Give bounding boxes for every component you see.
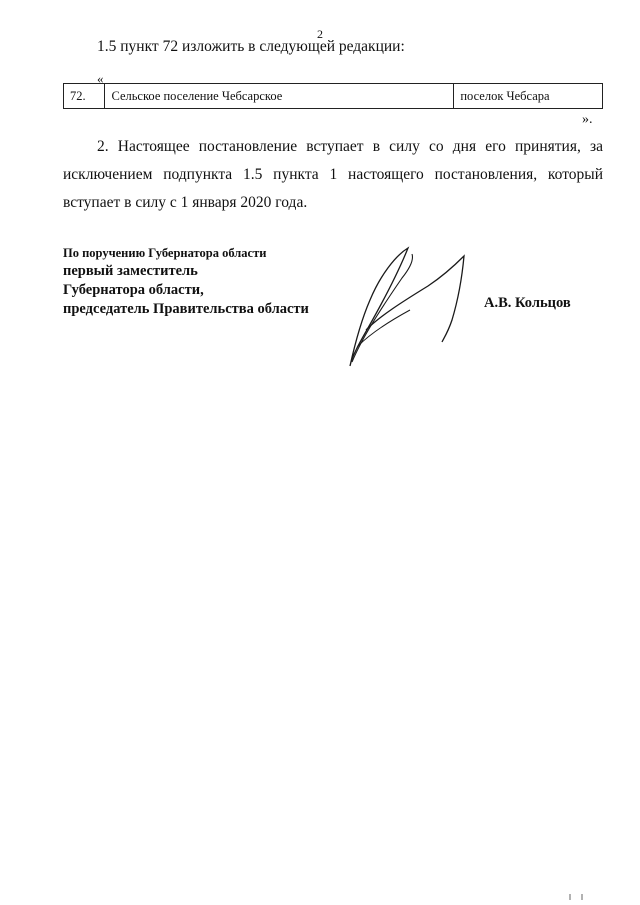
signature-block	[63, 245, 309, 319]
closing-quote: ».	[582, 112, 593, 127]
handwritten-signature	[340, 238, 480, 373]
table-row	[64, 84, 603, 109]
signature-line-1: По поручению Губернатора области	[63, 246, 267, 260]
opening-quote: «	[97, 71, 104, 86]
amendment-intro: 1.5 пункт 72 изложить в следующей редакции:	[97, 38, 405, 55]
signature-line-4: председатель Правительства области	[63, 301, 309, 317]
locality-cell: поселок Чебсара	[454, 84, 603, 109]
settlement-cell: Сельское поселение Чебсарское	[105, 84, 454, 109]
scan-artifact-icon	[567, 893, 587, 901]
signer-name: А.В. Кольцов	[484, 295, 571, 311]
amendment-table	[63, 83, 603, 109]
paragraph-2: 2. Настоящее постановление вступает в силу со дня его принятия, за исключением подпункта 1.5 пункта 1 настоящего постановления, который вступает в силу с 1 января 2020 года.	[63, 138, 603, 211]
signature-line-2: первый заместитель	[63, 263, 198, 279]
row-number-cell: 72.	[64, 84, 105, 109]
signature-line-3: Губернатора области,	[63, 282, 204, 298]
page-number: 2	[317, 27, 323, 41]
